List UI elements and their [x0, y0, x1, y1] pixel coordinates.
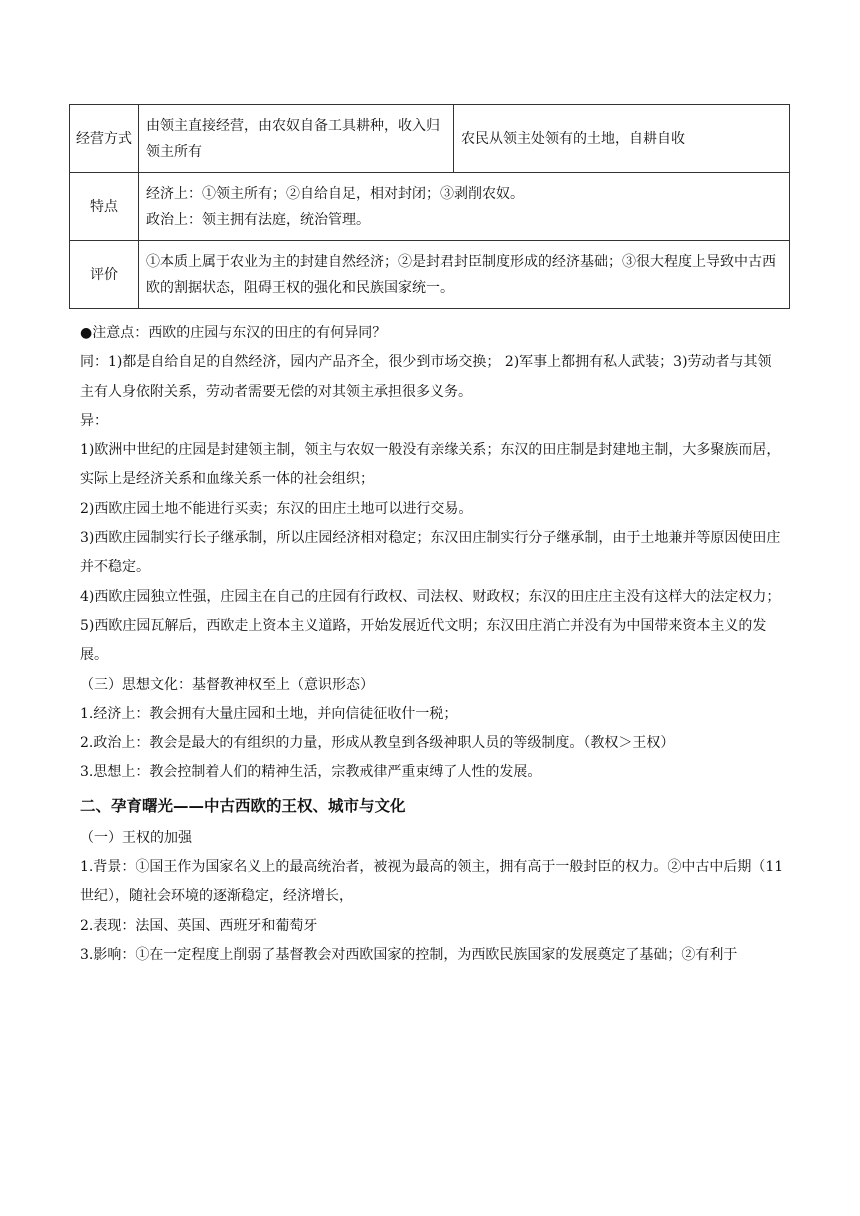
evaluation-text: ①本质上属于农业为主的封建自然经济；②是封君封臣制度形成的经济基础；③很大程度上导致中古西欧的割据状态，阻碍王权的强化和民族国家统一。	[146, 253, 776, 296]
difference-item-4: 4)西欧庄园独立性强，庄园主在自己的庄园有行政权、司法权、财政权；东汉的田庄庄主没有这样大的法定权力；	[80, 588, 781, 605]
features-economic: 经济上：①领主所有；②自给自足，相对封闭；③剥削农奴。	[146, 185, 524, 202]
row-header-management: 经营方式	[70, 105, 139, 173]
differences-title: 异：	[80, 412, 108, 429]
cell-features	[139, 173, 790, 241]
cell-management-demesne: 由领主直接经营，由农奴自备工具耕种，收入归领主所有	[139, 105, 454, 173]
table-row	[70, 173, 790, 241]
section-3-title: （三）思想文化：基督教神权至上（意识形态）	[80, 676, 374, 693]
manor-comparison-table	[69, 104, 790, 309]
subsection-1-item-1: 1.背景：①国王作为国家名义上的最高统治者，被视为最高的领主，拥有高于一般封臣的权力。②中古中后期（11世纪），随社会环境的逐渐稳定，经济增长，	[80, 859, 784, 905]
table-row	[70, 241, 790, 309]
features-political: 政治上：领主拥有法庭，统治管理。	[146, 211, 370, 228]
note-title: ●注意点：西欧的庄园与东汉的田庄的有何异同？	[80, 325, 387, 341]
difference-item-3: 3)西欧庄园制实行长子继承制，所以庄园经济相对稳定；东汉田庄制实行分子继承制，由于土地兼并等原因使田庄并不稳定。	[80, 530, 781, 576]
cell-evaluation	[139, 241, 790, 309]
section-3-item-2: 2.政治上：教会是最大的有组织的力量，形成从教皇到各级神职人员的等级制度。（教权＞王权）	[80, 735, 675, 752]
subsection-1-item-2: 2.表现：法国、英国、西班牙和葡萄牙	[80, 917, 318, 934]
difference-item-2: 2)西欧庄园土地不能进行买卖；东汉的田庄土地可以进行交易。	[80, 500, 473, 517]
subsection-1-title: （一）王权的加强	[80, 829, 192, 846]
row-header-features: 特点	[70, 173, 139, 241]
similarities-paragraph: 同：1)都是自给自足的自然经济，园内产品齐全，很少到市场交换； 2)军事上都拥有私人武装；3)劳动者与其领主有人身依附关系，劳动者需要无偿的对其领主承担很多义务。	[80, 354, 772, 400]
body-text	[80, 319, 785, 970]
table-row	[70, 105, 790, 173]
difference-item-5: 5)西欧庄园瓦解后，西欧走上资本主义道路，开始发展近代文明；东汉田庄消亡并没有为中国带来资本主义的发展。	[80, 617, 767, 664]
section-3-item-1: 1.经济上：教会拥有大量庄园和土地，并向信徒征收什一税；	[80, 705, 458, 722]
section-3-item-3: 3.思想上：教会控制着人们的精神生活，宗教戒律严重束缚了人性的发展。	[80, 764, 542, 781]
difference-item-1: 1)欧洲中世纪的庄园是封建领主制，领主与农奴一般没有亲缘关系；东汉的田庄制是封建地主制，大多聚族而居，实际上是经济关系和血缘关系一体的社会组织；	[80, 442, 781, 488]
subsection-1-item-3: 3.影响：①在一定程度上削弱了基督教会对西欧国家的控制，为西欧民族国家的发展奠定了基础；②有利于	[80, 946, 738, 963]
cell-management-tenure: 农民从领主处领有的土地，自耕自收	[454, 105, 790, 173]
part-2-heading: 二、孕育曙光——中古西欧的王权、城市与文化	[80, 796, 406, 815]
row-header-evaluation: 评价	[70, 241, 139, 309]
